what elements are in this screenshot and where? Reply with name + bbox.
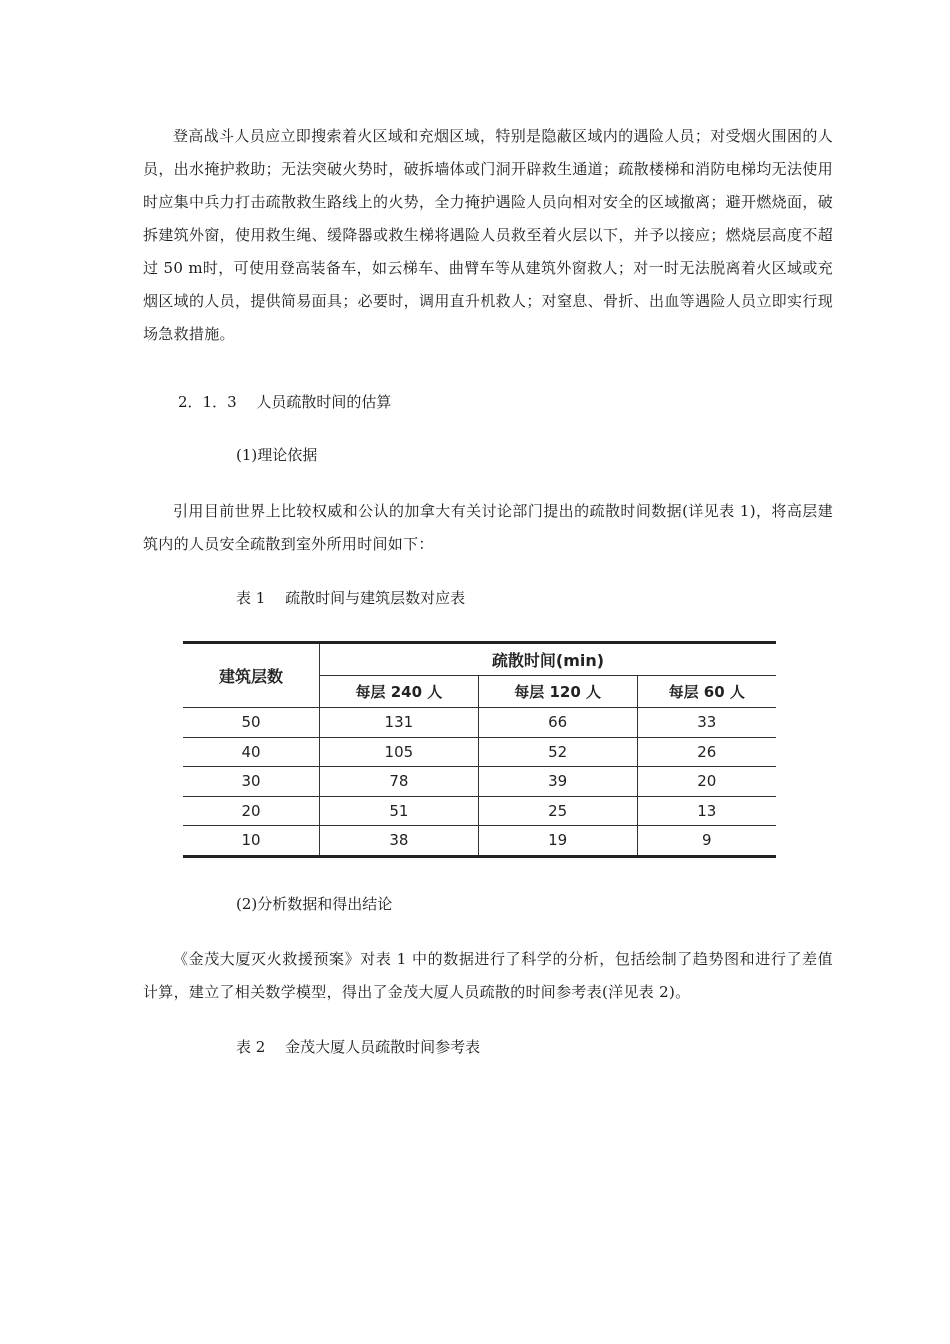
table-row	[183, 708, 776, 738]
table1-image	[183, 641, 776, 855]
table-cell: 131	[320, 708, 479, 738]
section-heading: 2．1．3 人员疏散时间的估算	[178, 393, 392, 411]
table-cell: 50	[183, 708, 320, 738]
table-cell: 40	[183, 737, 320, 767]
table-cell: 66	[478, 708, 637, 738]
column-header-240: 每层 240 人	[320, 676, 479, 708]
floor-count-header: 建筑层数	[183, 643, 320, 708]
table-cell: 9	[637, 826, 776, 857]
table-cell: 33	[637, 708, 776, 738]
table-row	[183, 826, 776, 857]
column-header-60: 每层 60 人	[637, 676, 776, 708]
table-cell: 25	[478, 796, 637, 826]
paragraph-rescue-actions: 登高战斗人员应立即搜索着火区域和充烟区域，特别是隐蔽区域内的遇险人员；对受烟火围困的人员，出水掩护救助；无法突破火势时，破拆墙体或门洞开辟救生通道；疏散楼梯和消防电梯均无法使用时应集中兵力打击疏散救生路线上的火势，全力掩护遇险人员向相对安全的区域撤离；避开燃烧面，破拆建筑外窗，使用救生绳、缓降器或救生梯将遇险人员救至着火层以下，并予以接应；燃烧层高度不超过 50 m时，可使用登高装备车，如云梯车、曲臂车等从建筑外窗救人；对一时无法脱离着火区域或充烟区域的人员，提供简易面具；必要时，调用直升机救人；对窒息、骨折、出血等遇险人员立即实行现场急救措施。	[143, 127, 833, 343]
table-row	[183, 767, 776, 797]
table-cell: 10	[183, 826, 320, 857]
table-cell: 39	[478, 767, 637, 797]
subheading-theory-basis: (1)理论依据	[236, 446, 318, 464]
table-cell: 52	[478, 737, 637, 767]
table-cell: 78	[320, 767, 479, 797]
evacuation-time-header: 疏散时间(min)	[320, 643, 777, 676]
table2-caption: 表 2 金茂大厦人员疏散时间参考表	[236, 1038, 481, 1056]
table1-caption: 表 1 疏散时间与建筑层数对应表	[236, 589, 466, 607]
table-row	[183, 796, 776, 826]
table-cell: 26	[637, 737, 776, 767]
table-cell: 13	[637, 796, 776, 826]
paragraph-data-source: 引用目前世界上比较权威和公认的加拿大有关讨论部门提出的疏散时间数据(详见表 1)，将高层建筑内的人员安全疏散到室外所用时间如下：	[143, 502, 833, 553]
table-cell: 105	[320, 737, 479, 767]
table-row	[183, 737, 776, 767]
table-cell: 51	[320, 796, 479, 826]
evacuation-time-table	[183, 641, 776, 858]
table-cell: 38	[320, 826, 479, 857]
table-cell: 19	[478, 826, 637, 857]
table-cell: 20	[183, 796, 320, 826]
table-cell: 20	[637, 767, 776, 797]
table-cell: 30	[183, 767, 320, 797]
subheading-analysis: (2)分析数据和得出结论	[236, 895, 393, 913]
paragraph-analysis-conclusion: 《金茂大厦灭火救援预案》对表 1 中的数据进行了科学的分析，包括绘制了趋势图和进行了差值计算，建立了相关数学模型，得出了金茂大厦人员疏散的时间参考表(洋见表 2)。	[143, 950, 833, 1001]
column-header-120: 每层 120 人	[478, 676, 637, 708]
